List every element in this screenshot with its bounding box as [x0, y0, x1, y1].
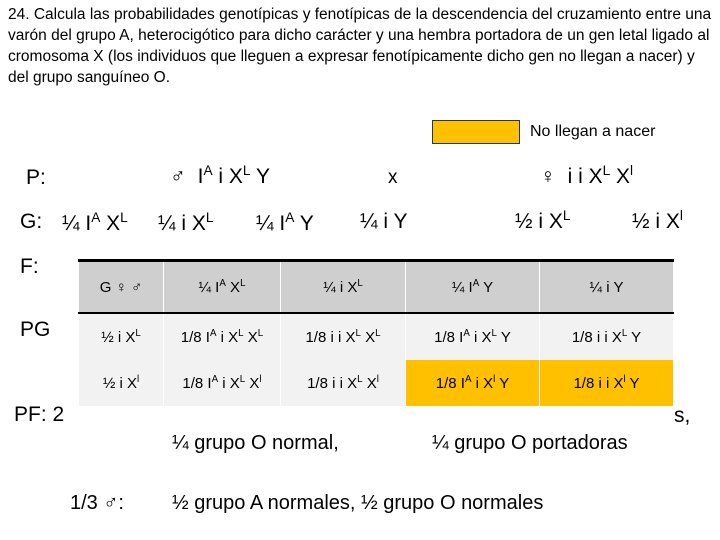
allele-superscript: l [259, 374, 262, 385]
genotype-text: ¼ i Y [360, 210, 408, 233]
pf-female-partial: s, [674, 404, 691, 427]
pf-male-label: 1/3 ♂: [70, 492, 124, 514]
allele-superscript: L [357, 278, 363, 289]
table-header-cell [164, 261, 281, 314]
table-row [79, 313, 674, 360]
male-symbol-icon: ♂ [170, 165, 186, 188]
table-cell-lethal [540, 360, 674, 406]
genotype-text: Y [479, 279, 494, 296]
genotype-text: i X [218, 375, 240, 392]
table-cell [164, 313, 281, 360]
pf-female-normal: ¼ grupo O normal, [172, 432, 339, 454]
genotype-text: 1/8 I [182, 375, 212, 392]
genotype-text: i X [469, 329, 492, 346]
allele-superscript: L [239, 374, 246, 385]
table-cell [281, 313, 406, 360]
genotype-text: i X [216, 329, 239, 346]
allele-superscript: A [203, 163, 213, 178]
cross-symbol: x [388, 167, 398, 188]
genotype-text: Y [496, 329, 511, 346]
allele-superscript: L [242, 163, 251, 178]
genotype-text: Y [495, 375, 510, 392]
table-header-cell [540, 261, 674, 314]
genotype-text: ½ i X [632, 210, 680, 233]
female-parent [540, 163, 633, 189]
allele-superscript: A [463, 328, 470, 339]
table-header-row [79, 261, 674, 314]
genotype-text: Y [250, 165, 270, 188]
allele-superscript: L [355, 328, 361, 339]
genotype-text: ¼ I [62, 212, 92, 235]
genotype-text: X [360, 329, 376, 346]
male-gamete [62, 210, 128, 236]
male-gamete [360, 210, 407, 234]
genotype-text: 1/8 I [435, 375, 465, 392]
genotype-text: i X [212, 165, 243, 188]
allele-superscript: L [562, 208, 571, 223]
table-cell-lethal [406, 360, 540, 406]
allele-superscript: L [135, 328, 141, 339]
genotype-text: 1/8 i i X [573, 375, 624, 392]
allele-superscript: A [285, 210, 295, 225]
f-label: F: [20, 255, 39, 278]
allele-superscript: l [137, 374, 140, 385]
pf-female-carriers: ¼ grupo O portadoras [432, 432, 628, 454]
allele-superscript: L [602, 163, 611, 178]
pf-male-line: ½ grupo A normales, ½ grupo O normales [172, 492, 544, 514]
genotype-text: 1/8 i i X [571, 329, 622, 346]
allele-superscript: A [219, 278, 226, 289]
genotype-text: G ♀ ♂ [99, 278, 143, 296]
genotype-text: X [243, 329, 258, 346]
table-header-cell [406, 261, 540, 314]
genotype-text: ½ i X [101, 329, 136, 346]
allele-superscript: l [376, 374, 379, 385]
genotype-text: X [362, 375, 377, 392]
genotype-text: ½ i X [515, 210, 563, 233]
genotype-text: Y [625, 375, 640, 392]
genotype-text: ¼ I [451, 279, 473, 296]
genotype-text: I [197, 165, 204, 188]
male-gamete [158, 210, 213, 236]
female-gamete [515, 208, 570, 234]
genotype-text: X [225, 279, 241, 296]
table-cell [164, 360, 281, 406]
genotype-text: 1/8 I [180, 329, 210, 346]
allele-superscript: l [493, 374, 496, 385]
genotype-text: ¼ I [198, 279, 220, 296]
g-label: G: [20, 210, 43, 233]
allele-superscript: A [209, 328, 217, 339]
table-header-cell [281, 261, 406, 314]
genotype-text: ¼ I [256, 212, 286, 235]
table-corner [79, 261, 164, 314]
table-cell [281, 360, 406, 406]
male-gamete [256, 210, 314, 236]
allele-superscript: A [211, 374, 219, 385]
allele-superscript: L [238, 328, 244, 339]
allele-superscript: A [472, 278, 480, 289]
genotype-text: ¼ i X [323, 279, 358, 296]
allele-superscript: A [91, 210, 101, 225]
allele-superscript: l [630, 163, 634, 178]
allele-superscript: L [621, 328, 628, 339]
table-cell [540, 313, 674, 360]
allele-superscript: l [623, 374, 626, 385]
genotype-text: 1/8 I [434, 329, 464, 346]
genotype-text: X [100, 212, 121, 235]
table-cell [406, 313, 540, 360]
female-gamete [632, 208, 683, 234]
row-gamete-cell [79, 360, 164, 406]
allele-superscript: L [257, 328, 264, 339]
allele-superscript: l [679, 208, 683, 223]
genotype-text: Y [627, 329, 642, 346]
allele-superscript: L [120, 210, 128, 225]
legend-swatch-lethal [432, 120, 520, 144]
genotype-text: ¼ i X [158, 212, 206, 235]
pg-label: PG [20, 318, 51, 341]
genotype-text: Y [294, 212, 314, 235]
allele-superscript: L [491, 328, 497, 339]
allele-superscript: L [375, 328, 381, 339]
allele-superscript: L [357, 374, 363, 385]
allele-superscript: L [240, 278, 246, 289]
row-gamete-cell [79, 313, 164, 360]
genotype-text: 1/8 i i X [305, 329, 356, 346]
genotype-text: ¼ i Y [589, 278, 624, 296]
p-label: P: [26, 166, 46, 189]
allele-superscript: A [464, 374, 472, 385]
table-row [79, 360, 674, 406]
genotype-text: 1/8 i i X [307, 375, 358, 392]
male-parent [170, 163, 270, 189]
genotype-text: X [245, 375, 260, 392]
female-symbol-icon: ♀ [540, 165, 556, 188]
problem-statement: 24. Calcula las probabilidades genotípicas y fenotípicas de la descendencia del cruzamiento entre una varón del grupo A, heterocigótico para dicho carácter y una hembra portadora de un gen letal ligado al cromosoma X (los individuos que lleguen a expresar fenotípicamente dicho gen no llegan a nacer) y del grupo sanguíneo O. [8, 6, 712, 86]
genotype-text: X [610, 165, 631, 188]
genotype-text: i i X [567, 165, 603, 188]
allele-superscript: L [205, 210, 214, 225]
genotype-text: ½ i X [102, 375, 137, 392]
pf-label: PF: 2 [14, 403, 65, 426]
legend-label: No llegan a nacer [530, 123, 656, 140]
genotype-text: i X [471, 375, 494, 392]
punnett-square [78, 259, 674, 406]
